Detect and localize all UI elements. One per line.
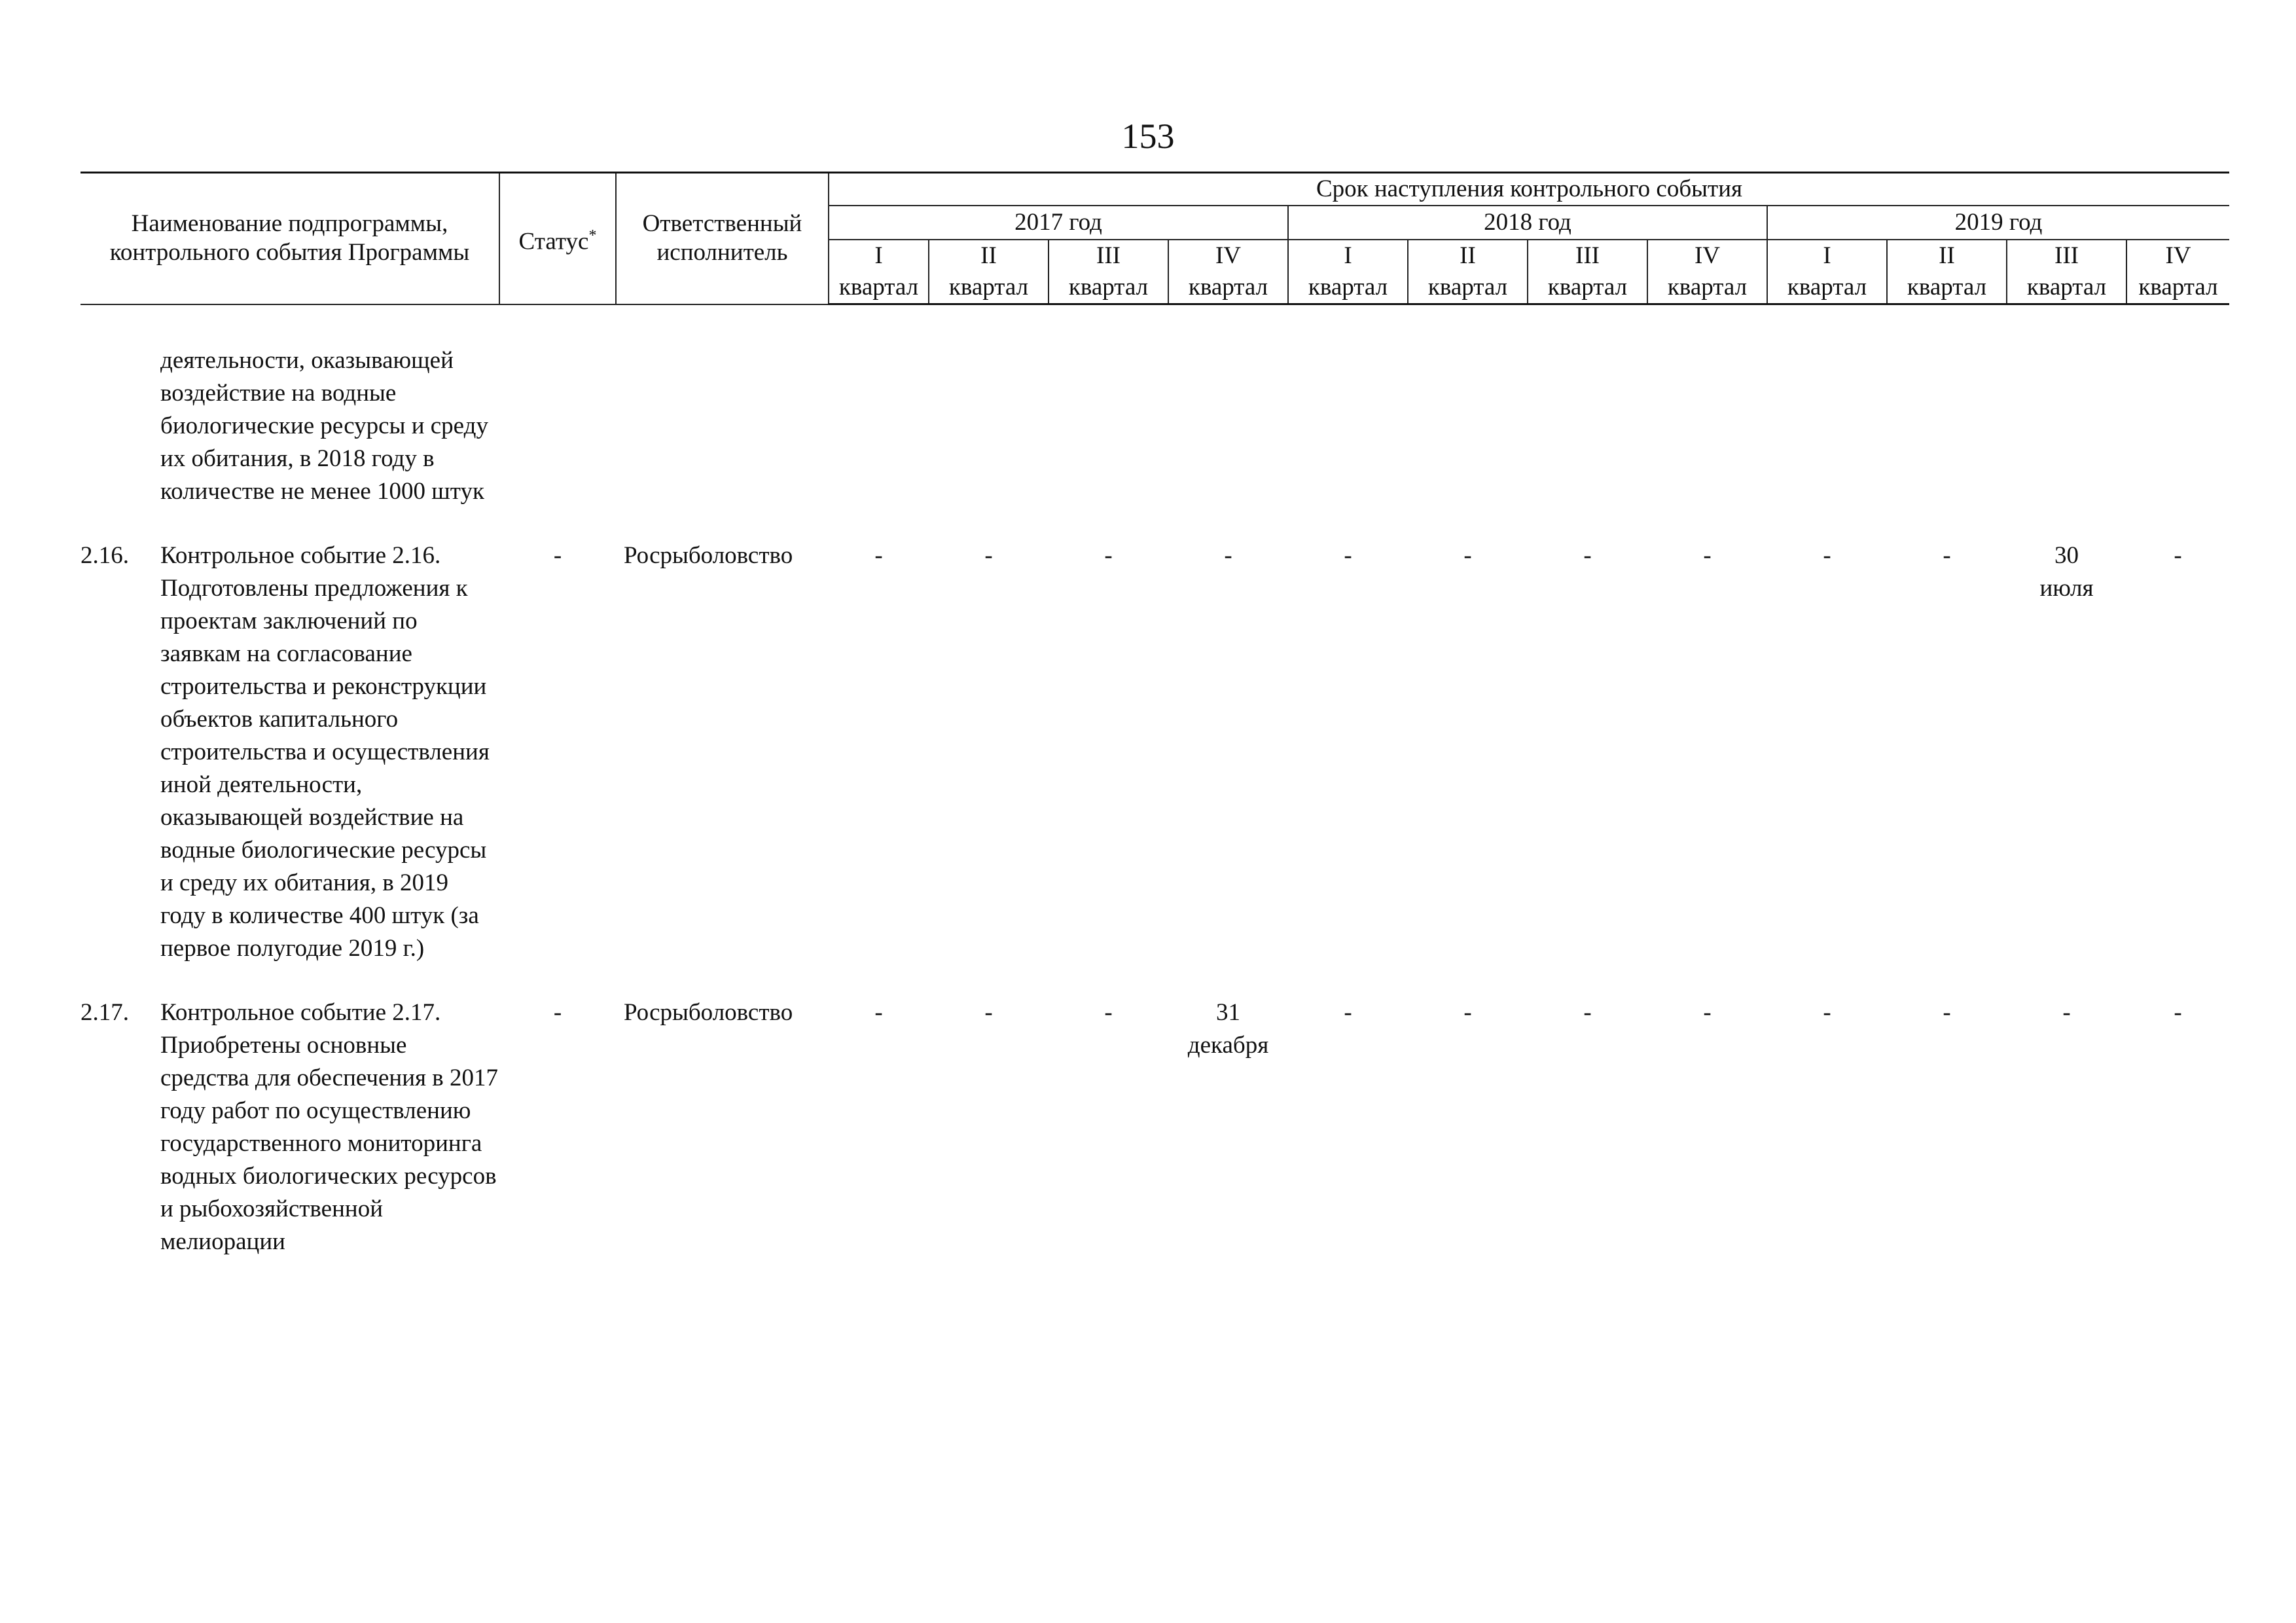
quarter-label: квартал [948,274,1029,301]
cell-value: - [2174,542,2182,569]
table-header [81,172,2229,305]
header-quarter-cell [1647,240,1767,304]
quarter-label: квартал [838,274,919,301]
quarter-cell-2018-q1 [1288,539,1408,965]
row-status [499,344,616,508]
quarter-cell-2019-q4 [2126,996,2229,1258]
control-events-table [81,172,2229,1258]
quarter-number: IV [1215,242,1242,269]
cell-value: - [1104,542,1113,569]
quarter-label: квартал [1787,274,1867,301]
cell-value: - [1823,542,1831,569]
quarter-number: III [1096,242,1121,269]
quarter-cell-2019-q3 [2007,539,2126,965]
quarter-cell-2018-q4 [1647,539,1767,965]
cell-value: 31 [1216,999,1240,1026]
row-number: 2.16. [81,542,129,569]
cell-value: - [1463,999,1472,1026]
quarter-label: квартал [1068,274,1149,301]
cell-value: - [1583,542,1592,569]
header-quarter-cell [2126,240,2229,304]
header-quarter-cell [1767,240,1887,304]
quarter-cell-2018-q3 [1528,996,1647,1258]
quarter-number: III [2054,242,2079,269]
cell-value: - [1823,999,1831,1026]
cell-value: - [1703,542,1712,569]
row-executor: Росрыболовство [624,999,793,1026]
quarter-label: квартал [2138,274,2218,301]
quarter-label: квартал [1308,274,1388,301]
cell-value: - [874,542,883,569]
cell-value-line2: декабря [1187,1032,1269,1059]
quarter-number: II [980,242,997,269]
quarter-cell-2019-q3 [2007,996,2126,1258]
quarter-cell-2017-q3 [1049,539,1168,965]
row-event-text: деятельности, оказывающей воздействие на водные биологические ресурсы и среду их обитания, в 2018 году в количестве не менее 1000 штук [160,347,488,505]
header-year-2018: 2018 год [1288,206,1767,240]
table-row [81,344,2229,508]
table-row [81,996,2229,1258]
quarter-cell-2019-q1 [1767,996,1887,1258]
header-quarter-cell [1288,240,1408,304]
row-status: - [553,542,562,569]
quarter-cell-2017-q1 [829,539,929,965]
cell-value: - [1344,999,1352,1026]
header-year-2017: 2017 год [829,206,1288,240]
row-spacer [81,508,2229,539]
row-executor [616,344,829,508]
quarter-cell-2017-q2 [929,539,1049,965]
quarter-cell-2019-q4 [2126,539,2229,965]
header-deadline: Срок наступления контрольного события [829,173,2229,206]
quarter-cell-2019-q1 [1767,539,1887,965]
cell-value: - [2174,999,2182,1026]
cell-value: - [1583,999,1592,1026]
quarter-cell-2017-q4 [1168,539,1288,965]
row-executor: Росрыболовство [624,542,793,569]
cell-value: - [1224,542,1232,569]
table-body [81,344,2229,1258]
quarter-cell-2018-q1 [1288,996,1408,1258]
header-quarter-cell [1049,240,1168,304]
header-quarter-cell [1887,240,2007,304]
header-quarter-cell [829,240,929,304]
cell-value: - [1463,542,1472,569]
row-number: 2.17. [81,999,129,1026]
quarter-cell-2018-q4 [1647,996,1767,1258]
cell-value-line2: июля [2039,575,2094,602]
row-number [81,344,160,508]
header-name-column: Наименование подпрограммы, контрольного события Программы [81,173,499,304]
header-quarter-cell [1408,240,1528,304]
cell-value: - [1104,999,1113,1026]
cell-value: - [1344,542,1352,569]
header-status-column [499,173,616,304]
row-event-text: Контрольное событие 2.17. Приобретены основные средства для обеспечения в 2017 году работ по осуществлению государственного мониторинга водных биологических ресурсов и рыбохозяйственной мелиорации [160,999,499,1255]
table-row [81,539,2229,965]
quarter-cell-2017-q1 [829,996,929,1258]
cell-value: - [1943,542,1951,569]
cell-value: - [984,999,993,1026]
header-executor-column: Ответственный исполнитель [616,173,829,304]
header-status-label: Статус [518,227,589,255]
cell-value: - [874,999,883,1026]
row-quarter-cells-empty [829,344,2229,508]
quarter-number: II [1939,242,1955,269]
quarter-number: IV [2165,242,2191,269]
cell-value: 30 [2054,542,2079,569]
cell-value: - [1703,999,1712,1026]
quarter-label: квартал [1667,274,1748,301]
row-spacer [81,965,2229,996]
quarter-cell-2019-q2 [1887,539,2007,965]
quarter-cell-2018-q3 [1528,539,1647,965]
quarter-number: I [874,242,883,269]
quarter-cell-2017-q3 [1049,996,1168,1258]
page-number: 153 [1121,117,1175,156]
quarter-cell-2019-q2 [1887,996,2007,1258]
cell-value: - [1943,999,1951,1026]
header-quarter-cell [1168,240,1288,304]
quarter-number: I [1344,242,1352,269]
quarter-number: I [1823,242,1831,269]
row-event-text: Контрольное событие 2.16. Подготовлены предложения к проектам заключений по заявкам на согласование строительства и реконструкции объектов капитального строительства и осуществления иной деятельности, оказывающей воздействие на водные биологические ресурсы и среду их обитания, в 2019 году в количестве 400 штук (за первое полугодие 2019 г.) [160,542,490,962]
quarter-label: квартал [1547,274,1628,301]
quarter-label: квартал [1188,274,1268,301]
quarter-number: IV [1694,242,1721,269]
row-status: - [553,999,562,1026]
header-status-footnote-mark: * [588,227,597,244]
quarter-cell-2018-q2 [1408,996,1528,1258]
quarter-cell-2018-q2 [1408,539,1528,965]
quarter-cell-2017-q4 [1168,996,1288,1258]
header-year-2019: 2019 год [1767,206,2229,240]
quarter-label: квартал [1427,274,1508,301]
header-quarter-cell [1528,240,1647,304]
quarter-label: квартал [2026,274,2107,301]
cell-value: - [984,542,993,569]
header-quarter-cell [929,240,1049,304]
quarter-number: III [1575,242,1600,269]
quarter-number: II [1460,242,1476,269]
quarter-label: квартал [1907,274,1987,301]
header-quarter-cell [2007,240,2126,304]
cell-value: - [2062,999,2071,1026]
quarter-cell-2017-q2 [929,996,1049,1258]
